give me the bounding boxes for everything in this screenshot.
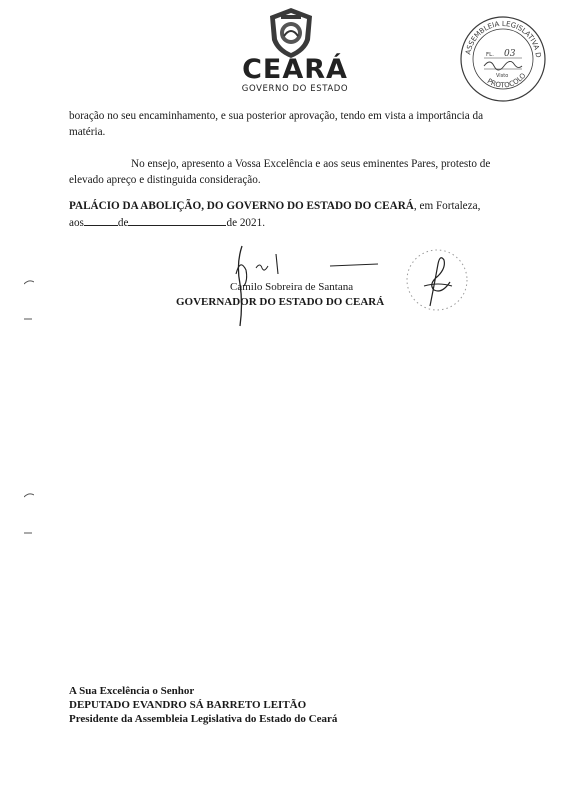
stamp-field-number: 03 [504, 49, 516, 59]
body-paragraph-closing [69, 156, 514, 188]
stamp-visa-label: Visto [496, 73, 509, 79]
date-prefix: aos [69, 217, 84, 229]
place-city: , em Fortaleza, [413, 200, 481, 212]
stamp-field-label: FL. [486, 52, 494, 58]
signer-name: Camilo Sobreira de Santana [230, 281, 354, 293]
addressee-title: Presidente da Assembleia Legislativa do Estado do Ceará [69, 713, 338, 725]
svg-text:ASSEMBLEIA LEGISLATIVA DO CEAR [458, 14, 542, 58]
stamp-bottom-text: PROTOCOLO [485, 71, 528, 90]
date-mid: de [117, 217, 129, 229]
body-paragraph-continuation: boração no seu encaminhamento, e sua posterior aprovação, tendo em vista a importância da matéria. [69, 110, 484, 138]
place-and-date [69, 198, 529, 231]
brand-block [230, 56, 360, 94]
date-suffix: de 2021. [226, 217, 266, 229]
stamp-seal-icon [458, 14, 548, 104]
stamp-ring-text: ASSEMBLEIA LEGISLATIVA D [464, 19, 543, 59]
closing-paragraph-text: No ensejo, apresento a Vossa Excelência e aos seus eminentes Pares, protesto de elevado apreço e distinguida consideração. [69, 158, 491, 186]
margin-mark-icon [24, 279, 34, 285]
brand-subtitle: GOVERNO DO ESTADO [241, 84, 349, 94]
margin-mark-icon [24, 316, 34, 322]
palace-name: PALÁCIO DA ABOLIÇÃO, DO GOVERNO DO ESTADO DO CEARÁ [69, 200, 414, 212]
state-crest-icon [266, 6, 316, 60]
margin-mark-icon [24, 530, 34, 536]
date-day-blank [84, 214, 118, 226]
margin-mark-icon [24, 492, 34, 498]
signer-role: GOVERNADOR DO ESTADO DO CEARÁ [176, 296, 385, 308]
brand-name: CEARÁ [242, 54, 348, 85]
date-month-blank [128, 214, 226, 226]
protocol-stamp [458, 14, 548, 104]
addressee-salutation: A Sua Excelência o Senhor [69, 685, 195, 697]
initials-rubric-icon [394, 246, 480, 316]
addressee-name: DEPUTADO EVANDRO SÁ BARRETO LEITÃO [69, 699, 307, 711]
